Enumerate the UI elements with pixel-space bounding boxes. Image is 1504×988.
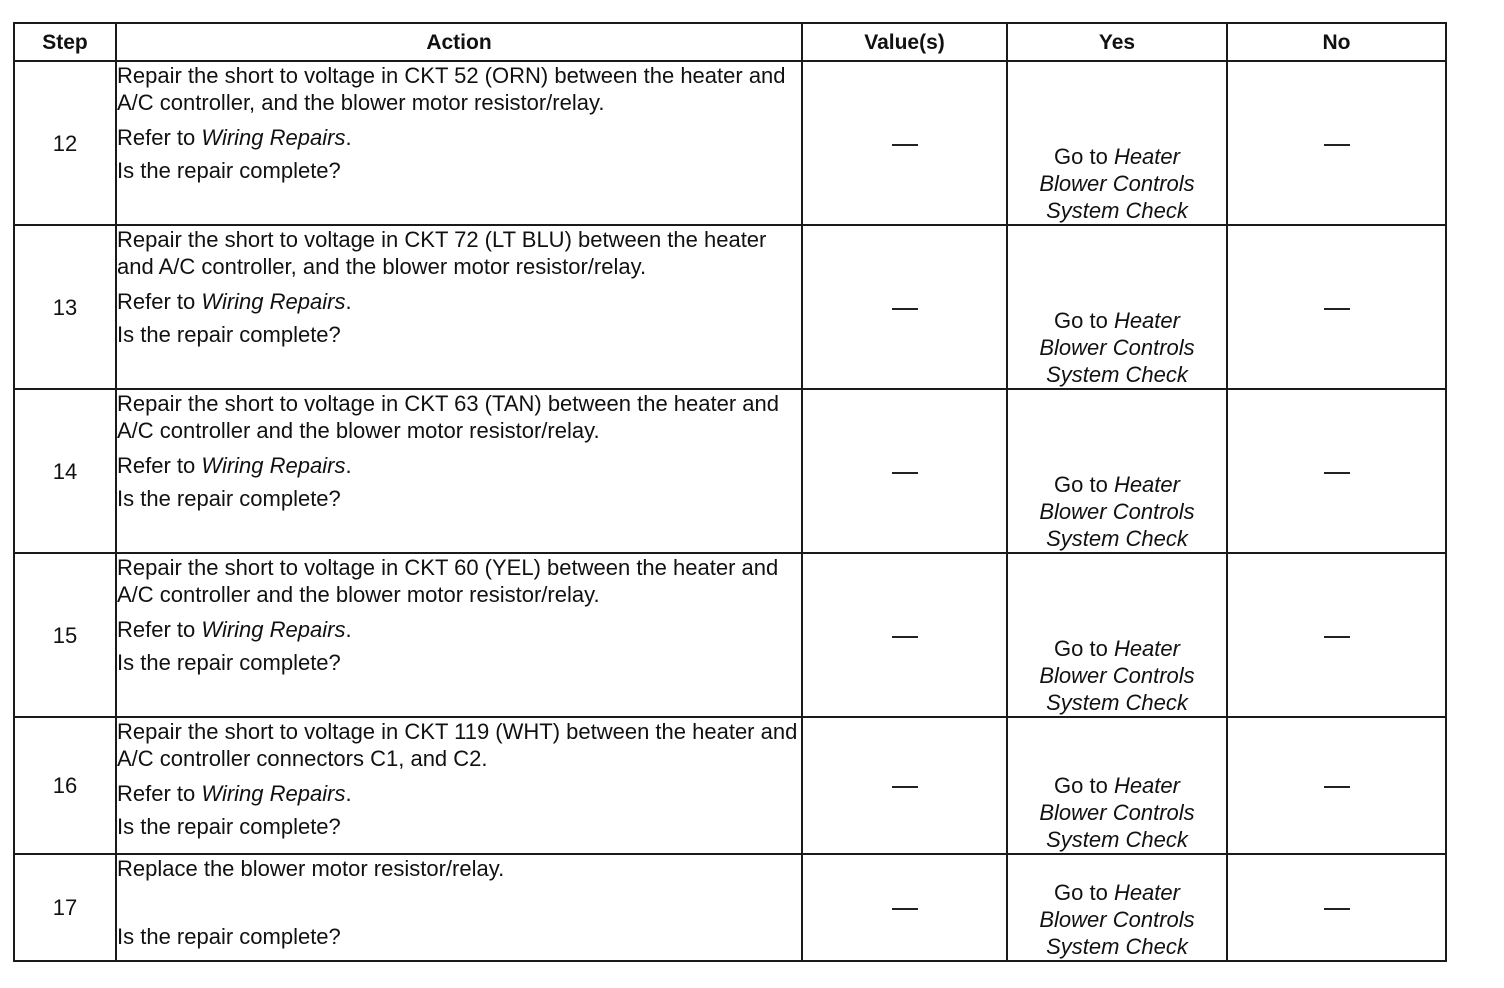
value-dash: [892, 308, 918, 310]
action-cell: [116, 389, 802, 553]
action-cell: [116, 553, 802, 717]
yes-line-2[interactable]: Blower Controls: [1039, 800, 1195, 825]
heater-link[interactable]: Heater: [1113, 880, 1180, 905]
yes-line-2[interactable]: Blower Controls: [1039, 499, 1195, 524]
action-cell: [116, 225, 802, 389]
no-dash: [1324, 636, 1350, 638]
yes-line-3[interactable]: System Check: [1046, 690, 1188, 715]
yes-line-2[interactable]: Blower Controls: [1039, 663, 1195, 688]
no-dash: [1324, 472, 1350, 474]
yes-line-1: Go to Heater: [1054, 636, 1180, 661]
step-number: 12: [14, 61, 116, 225]
value-dash: [892, 908, 918, 910]
header-values: Value(s): [802, 23, 1007, 61]
action-instruction: Repair the short to voltage in CKT 72 (LT BLU) between the heater and A/C controller, and the blower motor resistor/relay.: [117, 227, 767, 279]
table-row: [14, 61, 1446, 225]
header-row: [14, 23, 1446, 61]
step-number: 17: [14, 854, 116, 961]
action-question: Is the repair complete?: [117, 814, 341, 839]
yes-line-1: Go to Heater: [1054, 308, 1180, 333]
action-reference: Refer to Wiring Repairs.: [117, 617, 352, 642]
action-question: Is the repair complete?: [117, 486, 341, 511]
diagnostic-table: [13, 22, 1447, 962]
no-cell: [1227, 717, 1446, 854]
action-instruction: Repair the short to voltage in CKT 52 (ORN) between the heater and A/C controller, and the blower motor resistor/relay.: [117, 63, 786, 115]
action-cell: [116, 854, 802, 961]
value-cell: [802, 717, 1007, 854]
table-row: [14, 389, 1446, 553]
yes-cell: [1007, 553, 1227, 717]
yes-cell: [1007, 717, 1227, 854]
table-row: [14, 854, 1446, 961]
value-cell: [802, 854, 1007, 961]
yes-line-2[interactable]: Blower Controls: [1039, 171, 1195, 196]
step-number: 16: [14, 717, 116, 854]
yes-cell: [1007, 225, 1227, 389]
heater-link[interactable]: Heater: [1113, 308, 1180, 333]
wiring-repairs-link[interactable]: Wiring Repairs: [201, 453, 346, 478]
no-cell: [1227, 553, 1446, 717]
action-spacer: [117, 882, 801, 917]
table-row: [14, 717, 1446, 854]
no-dash: [1324, 908, 1350, 910]
action-reference: Refer to Wiring Repairs.: [117, 125, 352, 150]
no-cell: [1227, 61, 1446, 225]
step-number: 14: [14, 389, 116, 553]
no-dash: [1324, 786, 1350, 788]
action-cell: [116, 717, 802, 854]
yes-line-1: Go to Heater: [1054, 773, 1180, 798]
yes-line-3[interactable]: System Check: [1046, 526, 1188, 551]
header-yes: Yes: [1007, 23, 1227, 61]
yes-line-3[interactable]: System Check: [1046, 934, 1188, 959]
header-no: No: [1227, 23, 1446, 61]
value-dash: [892, 636, 918, 638]
action-instruction: Replace the blower motor resistor/relay.: [117, 856, 505, 881]
value-dash: [892, 472, 918, 474]
yes-line-3[interactable]: System Check: [1046, 198, 1188, 223]
yes-line-3[interactable]: System Check: [1046, 362, 1188, 387]
yes-cell: [1007, 61, 1227, 225]
header-step: Step: [14, 23, 116, 61]
no-cell: [1227, 225, 1446, 389]
heater-link[interactable]: Heater: [1113, 144, 1180, 169]
heater-link[interactable]: Heater: [1113, 636, 1180, 661]
action-question: Is the repair complete?: [117, 924, 341, 949]
yes-cell: [1007, 389, 1227, 553]
action-instruction: Repair the short to voltage in CKT 60 (YEL) between the heater and A/C controller and the blower motor resistor/relay.: [117, 555, 779, 607]
table-row: [14, 553, 1446, 717]
no-cell: [1227, 389, 1446, 553]
yes-line-1: Go to Heater: [1054, 144, 1180, 169]
header-action: Action: [116, 23, 802, 61]
action-question: Is the repair complete?: [117, 158, 341, 183]
table-row: [14, 225, 1446, 389]
wiring-repairs-link[interactable]: Wiring Repairs: [201, 289, 346, 314]
yes-cell: [1007, 854, 1227, 961]
action-reference: Refer to Wiring Repairs.: [117, 781, 352, 806]
no-dash: [1324, 144, 1350, 146]
yes-line-2[interactable]: Blower Controls: [1039, 335, 1195, 360]
value-dash: [892, 786, 918, 788]
yes-line-1: Go to Heater: [1054, 472, 1180, 497]
heater-link[interactable]: Heater: [1113, 472, 1180, 497]
value-cell: [802, 225, 1007, 389]
value-cell: [802, 61, 1007, 225]
value-cell: [802, 553, 1007, 717]
action-question: Is the repair complete?: [117, 322, 341, 347]
yes-line-3[interactable]: System Check: [1046, 827, 1188, 852]
heater-link[interactable]: Heater: [1113, 773, 1180, 798]
action-reference: Refer to Wiring Repairs.: [117, 289, 352, 314]
yes-line-2[interactable]: Blower Controls: [1039, 907, 1195, 932]
wiring-repairs-link[interactable]: Wiring Repairs: [201, 125, 346, 150]
action-instruction: Repair the short to voltage in CKT 119 (WHT) between the heater and A/C controller connectors C1, and C2.: [117, 719, 798, 771]
action-question: Is the repair complete?: [117, 650, 341, 675]
no-dash: [1324, 308, 1350, 310]
step-number: 15: [14, 553, 116, 717]
no-cell: [1227, 854, 1446, 961]
yes-line-1: Go to Heater: [1054, 880, 1180, 905]
step-number: 13: [14, 225, 116, 389]
action-reference: Refer to Wiring Repairs.: [117, 453, 352, 478]
wiring-repairs-link[interactable]: Wiring Repairs: [201, 617, 346, 642]
value-dash: [892, 144, 918, 146]
action-cell: [116, 61, 802, 225]
value-cell: [802, 389, 1007, 553]
action-instruction: Repair the short to voltage in CKT 63 (TAN) between the heater and A/C controller and the blower motor resistor/relay.: [117, 391, 779, 443]
wiring-repairs-link[interactable]: Wiring Repairs: [201, 781, 346, 806]
